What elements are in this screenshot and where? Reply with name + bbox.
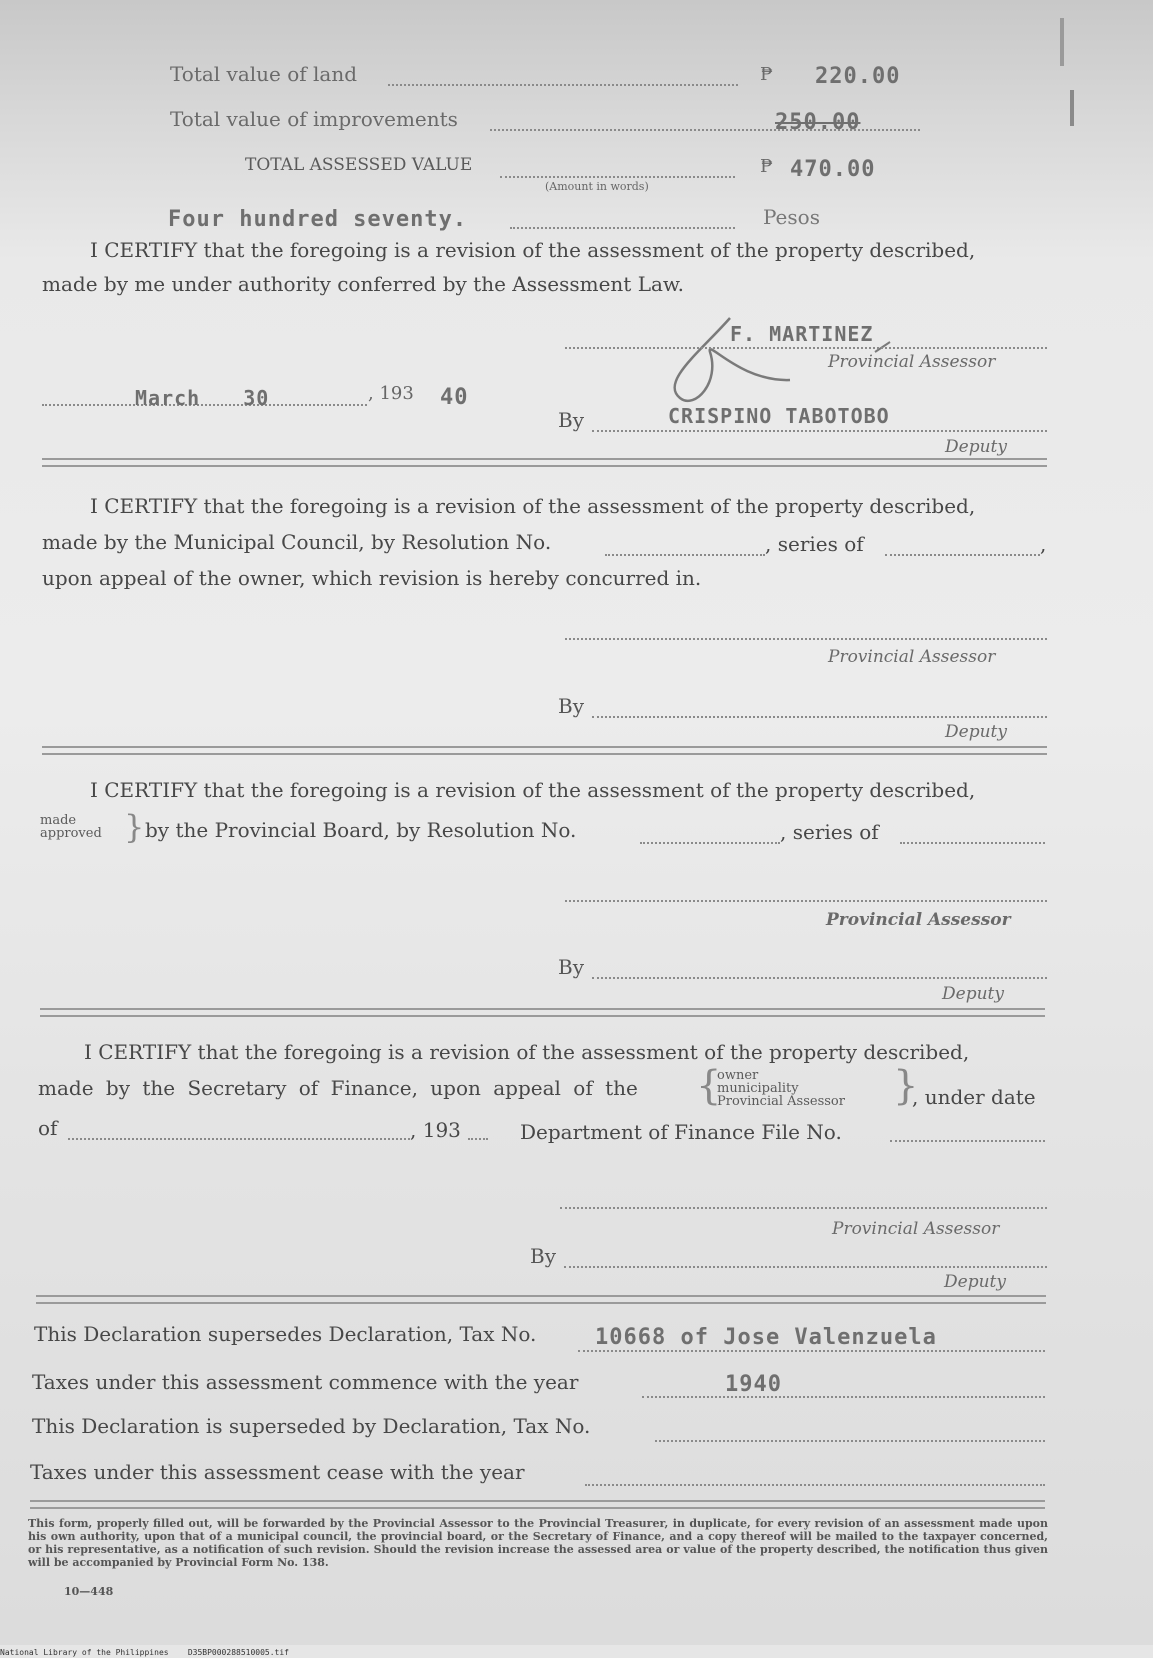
cert4-file-line bbox=[890, 1140, 1045, 1142]
cert4-of-label: of bbox=[38, 1116, 58, 1140]
cert2-line2a: made by the Municipal Council, by Resolution No. bbox=[42, 530, 552, 554]
words-dots bbox=[510, 227, 735, 229]
cert1-line1: I CERTIFY that the foregoing is a revision of the assessment of the property described, bbox=[90, 238, 976, 262]
cert3-line1: I CERTIFY that the foregoing is a revision of the assessment of the property described, bbox=[90, 778, 976, 802]
cert3-made-approved bbox=[40, 814, 102, 840]
supersedes-label: This Declaration supersedes Declaration, Tax No. bbox=[34, 1322, 537, 1346]
cert2-assessor-line bbox=[565, 638, 1047, 640]
cert3-assessor-line bbox=[565, 900, 1047, 902]
amount-in-words-caption: (Amount in words) bbox=[545, 180, 649, 193]
land-label: Total value of land bbox=[170, 62, 358, 86]
edge-mark-1 bbox=[1060, 18, 1064, 66]
cert3-series-line bbox=[900, 842, 1045, 844]
superseded-line bbox=[655, 1440, 1045, 1442]
cert3-approved-label: approved bbox=[40, 826, 102, 841]
cert2-line2b: , series of bbox=[765, 532, 864, 556]
cert4-by-line bbox=[564, 1266, 1047, 1268]
amount-in-words: Four hundred seventy. bbox=[168, 207, 468, 232]
cert1-assessor-title: Provincial Assessor bbox=[828, 352, 996, 372]
superseded-label: This Declaration is superseded by Declaration, Tax No. bbox=[32, 1414, 591, 1438]
total-dots bbox=[500, 176, 735, 178]
commence-value: 1940 bbox=[725, 1372, 782, 1397]
commence-label: Taxes under this assessment commence with the year bbox=[32, 1370, 579, 1394]
separator-3 bbox=[40, 1008, 1045, 1017]
cert2-series-line bbox=[885, 554, 1040, 556]
improvements-value: 250.00 bbox=[775, 110, 861, 135]
cert4-brace-left: { bbox=[696, 1063, 722, 1109]
cert3-resolution-line bbox=[640, 842, 780, 844]
cert2-assessor-title: Provincial Assessor bbox=[828, 647, 996, 667]
separator-2 bbox=[42, 746, 1047, 755]
cert1-assessor-line bbox=[565, 347, 1047, 349]
cert4-assessor-line bbox=[560, 1207, 1047, 1209]
land-value: 220.00 bbox=[815, 64, 901, 89]
cert4-brace-right: } bbox=[893, 1063, 919, 1109]
cert4-assessor-title: Provincial Assessor bbox=[832, 1219, 1000, 1239]
cert4-option-municipality: municipality bbox=[717, 1081, 799, 1096]
pesos-label: Pesos bbox=[763, 205, 820, 229]
separator-5 bbox=[30, 1500, 1045, 1509]
cert4-deputy-title: Deputy bbox=[944, 1272, 1006, 1292]
cert4-appeal-options bbox=[717, 1069, 845, 1108]
cert3-deputy-title: Deputy bbox=[942, 984, 1004, 1004]
cert4-option-provincial: Provincial Assessor bbox=[717, 1094, 845, 1109]
separator-4 bbox=[36, 1295, 1046, 1304]
cert4-line2b: , under date bbox=[912, 1085, 1036, 1109]
cert2-by-label: By bbox=[558, 694, 584, 718]
cert4-file-label: Department of Finance File No. bbox=[520, 1120, 842, 1144]
edge-mark-2 bbox=[1070, 90, 1074, 126]
cert4-line2a: made by the Secretary of Finance, upon appeal of the bbox=[38, 1076, 638, 1100]
cert1-date: March 30 bbox=[135, 386, 270, 410]
total-value: 470.00 bbox=[790, 157, 876, 182]
cert4-line1: I CERTIFY that the foregoing is a revision of the assessment of the property described, bbox=[84, 1040, 970, 1064]
cert4-option-owner: owner bbox=[717, 1068, 759, 1083]
cert1-deputy-title: Deputy bbox=[945, 437, 1007, 457]
cert3-by-line bbox=[592, 977, 1047, 979]
total-currency: ₱ bbox=[760, 156, 773, 177]
cert3-by-label: By bbox=[558, 955, 584, 979]
cert1-year: 40 bbox=[440, 385, 469, 410]
cert3-brace: } bbox=[124, 808, 145, 846]
cert1-year-prefix: , 193 bbox=[368, 383, 414, 404]
cert4-by-label: By bbox=[530, 1244, 556, 1268]
cert1-deputy-name: CRISPINO TABOTOBO bbox=[668, 404, 890, 428]
cease-label: Taxes under this assessment cease with the year bbox=[30, 1460, 525, 1484]
supersedes-line bbox=[578, 1350, 1045, 1352]
cert2-resolution-line bbox=[605, 554, 765, 556]
cert1-by-line bbox=[592, 430, 1047, 432]
cert2-line3: upon appeal of the owner, which revision is hereby concurred in. bbox=[42, 566, 702, 590]
cert1-by-label: By bbox=[558, 408, 584, 432]
form-code: 10—448 bbox=[64, 1585, 114, 1598]
total-label: TOTAL ASSESSED VALUE bbox=[245, 155, 473, 175]
cert3-assessor-title: Provincial Assessor bbox=[826, 910, 1011, 930]
cert3-made-label: made bbox=[40, 813, 77, 828]
supersedes-value: 10668 of Jose Valenzuela bbox=[595, 1325, 937, 1350]
cease-line bbox=[585, 1484, 1045, 1486]
footnote-text: This form, properly filled out, will be forwarded by the Provincial Assessor to the Provincial Treasurer, in duplicate, for every revision of an assessment made upon his own authority, upon that of a municipal council, the provincial board, or the Secretary of Finance, and a copy thereof will be mailed to the taxpayer concerned, or his representative, as a notification of such revision. Should the revision increase the assessed area or value of the property described, the notification thus given will be accompanied by Provincial Form No. 138. bbox=[28, 1517, 1048, 1569]
cert3-line2b: , series of bbox=[780, 820, 879, 844]
cert2-line1: I CERTIFY that the foregoing is a revision of the assessment of the property described, bbox=[90, 494, 976, 518]
cert1-assessor-name: F. MARTINEZ bbox=[730, 322, 874, 346]
cert2-deputy-title: Deputy bbox=[945, 722, 1007, 742]
land-dots bbox=[388, 84, 738, 86]
cert1-line2: made by me under authority conferred by the Assessment Law. bbox=[42, 272, 685, 296]
improvements-label: Total value of improvements bbox=[170, 107, 458, 131]
archive-caption: National Library of the Philippines D35BP000288510005.tif bbox=[0, 1648, 289, 1657]
cert4-year-line bbox=[468, 1138, 488, 1140]
cert4-year-label: , 193 bbox=[410, 1118, 461, 1142]
land-currency: ₱ bbox=[760, 64, 773, 85]
cert3-line2a: by the Provincial Board, by Resolution No. bbox=[145, 818, 577, 842]
separator-1 bbox=[42, 458, 1047, 467]
cert2-line2c: , bbox=[1040, 532, 1047, 556]
cert2-by-line bbox=[592, 716, 1047, 718]
cert4-date-line bbox=[68, 1138, 410, 1140]
commence-line bbox=[642, 1396, 1045, 1398]
